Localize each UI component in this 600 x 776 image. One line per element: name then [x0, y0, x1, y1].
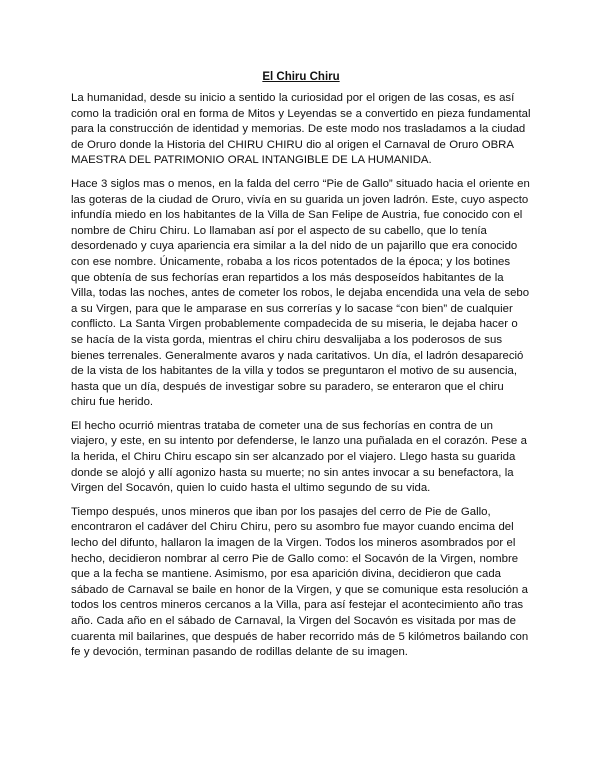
- paragraph-injury: El hecho ocurrió mientras trataba de cometer una de sus fechorías en contra de un viajero, y este, en su intento por defenderse, le lanzo una puñalada en el corazón. Pese a la herida, el Chiru Chiru escapo sin ser alcanzado por el viajero. Llego hasta su guarida donde se alojó y allí agonizo hasta su muerte; no sin antes invocar a su benefactora, la Virgen del Socavón, quien lo cuido hasta el ultimo segundo de su vida.: [71, 419, 527, 495]
- paragraph-legend: Hace 3 siglos mas o menos, en la falda del cerro “Pie de Gallo” situado hacia el oriente en las goteras de la ciudad de Oruro, vivía en su guarida un joven ladrón. Este, cuyo aspecto infundía miedo en los habitantes de la Villa de San Felipe de Austria, fue conocido con el nombre de Chiru Chiru. Lo llamaban así por el aspecto de su cabello, que lo tenía desordenado y cuya apariencia era similar a la del nido de un pajarillo que era conocido con ese nombre. Únicamente, robaba a los ricos potentados de la época; y los botines que obtenía de sus fechorías eran repartidos a los más desposeídos habitantes de la Villa, todas las noches, antes de cometer los robos, le dejaba encendida una vela de sebo a su Virgen, para que le amparase en sus correrías y lo sacase “con bien” de cualquier conflicto. La Santa Virgen probablemente compadecida de su miseria, le dejaba hacer o se hacía de la vista gorda, mientras el chiru chiru desvalijaba a los poderosos de sus bienes terrenales. Generalmente avaros y nada caritativos. Un día, el ladrón desapareció de la vista de los habitantes de la villa y todos se preguntaron el motivo de su ausencia, hasta que un día, después de investigar sobre su paradero, se enteraron que el chiru chiru fue herido.: [71, 177, 530, 409]
- paragraph-aftermath: Tiempo después, unos mineros que iban por los pasajes del cerro de Pie de Gallo, encontraron el cadáver del Chiru Chiru, pero su asombro fue mayor cuando encima del lecho del difunto, hallaron la imagen de la Virgen. Todos los mineros asombrados por el hecho, decidieron nombrar al cerro Pie de Gallo como: el Socavón de la Virgen, nombre que a la fecha se mantiene. Asimismo, por esa aparición divina, decidieron que cada sábado de Carnaval se baile en honor de la Virgen, y que se comunique esta resolución a todos los centros mineros cercanos a la Villa, para así festejar el acontecimiento año tras año. Cada año en el sábado de Carnaval, la Virgen del Socavón es visitada por mas de cuarenta mil bailarines, que después de haber recorrido más de 5 kilómetros bailando con fe y devoción, terminan pasando de rodillas delante de su imagen.: [71, 505, 529, 659]
- paragraph-intro: La humanidad, desde su inicio a sentido la curiosidad por el origen de las cosas, es así como la tradición oral en forma de Mitos y Leyendas se a convertido en pieza fundamental para la construcción de identidad y memorias. De este modo nos trasladamos a la ciudad de Oruro donde la Historia del CHIRU CHIRU dio al origen el Carnaval de Oruro OBRA MAESTRA DEL PATRIMONIO ORAL INTANGIBLE DE LA HUMANIDA.: [71, 92, 531, 167]
- document-title: El Chiru Chiru: [262, 71, 340, 83]
- document-body: [71, 70, 531, 669]
